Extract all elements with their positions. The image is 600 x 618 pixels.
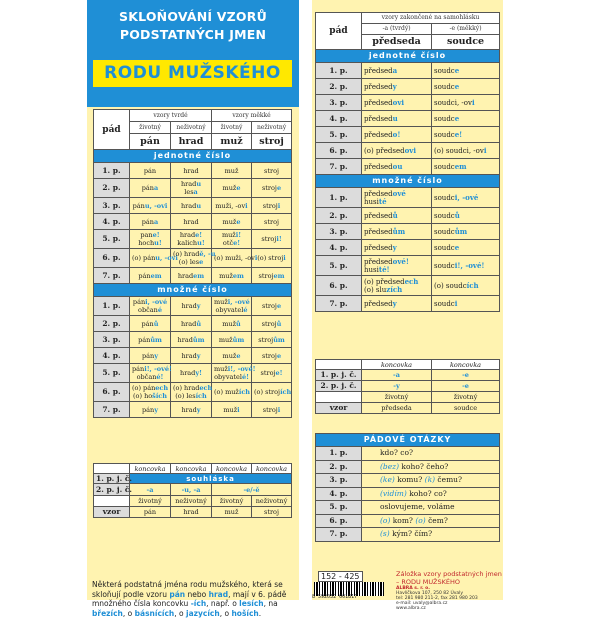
table-cell: předsedům xyxy=(362,224,432,240)
table-cell: hradům xyxy=(171,332,212,348)
endings-vzor-label: vzor xyxy=(94,507,130,518)
case-label: 7. p. xyxy=(316,528,362,542)
title-line1: SKLOŇOVÁNÍ VZORŮ xyxy=(119,9,267,24)
r-endings-r1-a: -a xyxy=(362,370,432,381)
r-endings-r2-a: -y xyxy=(362,381,432,392)
table-row xyxy=(316,127,500,143)
table-row xyxy=(94,364,292,383)
left-plural-header: množné číslo xyxy=(94,284,292,297)
case-label: 6. p. xyxy=(94,383,130,402)
question-row xyxy=(316,514,500,528)
case-label: 2. p. xyxy=(94,316,130,332)
case-label: 3. p. xyxy=(316,95,362,111)
right-pattern-2: soudce xyxy=(432,35,500,50)
question-text: (vidím) koho? co? xyxy=(362,487,500,501)
endings-r2-label: 2. p. j. č. xyxy=(94,484,130,496)
table-cell: páni, -ové občané xyxy=(130,297,171,316)
table-cell: hrady xyxy=(171,348,212,364)
table-cell: soudce xyxy=(432,111,500,127)
endings-r2-hrad: -u, -a xyxy=(171,484,212,496)
endings-anim-corner xyxy=(94,496,130,507)
case-label: 4. p. xyxy=(316,487,362,501)
r-endings-vzor-1: předseda xyxy=(362,403,432,414)
table-cell: (o) pánech (o) hoších xyxy=(130,383,171,402)
table-cell: muži, -ové obyvatelé xyxy=(212,297,252,316)
table-cell: předsedové! husité! xyxy=(362,256,432,276)
table-row xyxy=(94,383,292,402)
case-label: 5. p. xyxy=(94,230,130,249)
table-cell: pána xyxy=(130,179,171,198)
table-cell: soudce xyxy=(432,79,500,95)
table-cell: soudce! xyxy=(432,127,500,143)
table-row xyxy=(94,230,292,249)
left-pattern-2: hrad xyxy=(171,134,212,150)
case-label: 6. p. xyxy=(316,276,362,296)
table-cell: pány xyxy=(130,348,171,364)
table-cell: (o) strojích xyxy=(252,383,292,402)
right-plural-header: množné číslo xyxy=(316,175,500,188)
table-cell: hrady xyxy=(171,297,212,316)
table-cell: pánů xyxy=(130,316,171,332)
r-endings-vzor-2: soudce xyxy=(432,403,500,414)
table-cell: strojem xyxy=(252,268,292,284)
case-label: 4. p. xyxy=(94,214,130,230)
question-row xyxy=(316,447,500,461)
table-cell: soudci xyxy=(432,296,500,312)
case-label: 1. p. xyxy=(316,63,362,79)
table-cell: pánu, -ovi xyxy=(130,198,171,214)
right-endings-table xyxy=(315,359,500,414)
table-cell: strojům xyxy=(252,332,292,348)
case-label: 1. p. xyxy=(316,188,362,208)
case-label: 7. p. xyxy=(94,268,130,284)
case-label: 2. p. xyxy=(316,208,362,224)
note-text: Některá podstatná jména rodu mužského, která se skloňují podle vzoru pán nebo hrad, mají v 6. pádě množného čísla koncovku -ích, např. o lesích, na březích, o básnících, o jazycích, o hoších. xyxy=(92,580,287,618)
case-label: 6. p. xyxy=(316,143,362,159)
table-row xyxy=(94,198,292,214)
left-group-hard: vzory tvrdé xyxy=(130,110,212,122)
table-cell: (o) hradech (o) lesích xyxy=(171,383,212,402)
table-cell: pane! hochu! xyxy=(130,230,171,249)
left-pattern-3: muž xyxy=(212,134,252,150)
case-label: 3. p. xyxy=(94,198,130,214)
case-label: 2. p. xyxy=(316,460,362,474)
table-row xyxy=(316,95,500,111)
table-cell: hradů xyxy=(171,316,212,332)
case-label: 1. p. xyxy=(94,163,130,179)
table-cell: pán xyxy=(130,163,171,179)
table-cell: stroji! xyxy=(252,230,292,249)
left-anim-4: neživotný xyxy=(252,122,292,134)
table-cell: pánům xyxy=(130,332,171,348)
table-row xyxy=(94,268,292,284)
table-cell: hrade! kalichu! xyxy=(171,230,212,249)
endings-anim-2: neživotný xyxy=(171,496,212,507)
r-endings-r2-e: -e xyxy=(432,381,500,392)
table-row xyxy=(316,111,500,127)
case-label: 6. p. xyxy=(316,514,362,528)
table-row xyxy=(316,208,500,224)
endings-koncovka-4: koncovka xyxy=(252,464,292,474)
table-cell: stroje xyxy=(252,348,292,364)
table-cell: soudců xyxy=(432,208,500,224)
title-highlight: RODU MUŽSKÉHO xyxy=(93,60,292,87)
product-name: Záložka vzory podstatných jmen – RODU MUŽSKÉHO xyxy=(396,570,502,586)
question-text: (o) kom? (o) čem? xyxy=(362,514,500,528)
barcode-number: 8 592032 001817 xyxy=(312,594,358,600)
table-row xyxy=(316,188,500,208)
case-label: 2. p. xyxy=(316,79,362,95)
table-cell: mužů xyxy=(212,316,252,332)
endings-vzor-hrad: hrad xyxy=(171,507,212,518)
table-cell: (o) předsedovi xyxy=(362,143,432,159)
table-cell: (o) pánu, -ovi xyxy=(130,249,171,268)
table-cell: předsedo! xyxy=(362,127,432,143)
table-cell: muže xyxy=(212,214,252,230)
question-text: (ke) komu? (k) čemu? xyxy=(362,474,500,488)
table-row xyxy=(94,179,292,198)
table-cell: stroje xyxy=(252,297,292,316)
title-line2: PODSTATNÝCH JMEN xyxy=(119,27,267,42)
left-grid xyxy=(93,109,292,418)
left-pattern-1: pán xyxy=(130,134,171,150)
table-cell: soudce xyxy=(432,63,500,79)
table-row xyxy=(316,224,500,240)
table-cell: soudci!, -ové! xyxy=(432,256,500,276)
left-pad-label: pád xyxy=(94,110,130,150)
table-cell: hrad xyxy=(171,163,212,179)
table-cell: strojů xyxy=(252,316,292,332)
table-cell: páni!, -ové! občané! xyxy=(130,364,171,383)
table-cell: hradem xyxy=(171,268,212,284)
table-cell: předsedou xyxy=(362,159,432,175)
case-label: 6. p. xyxy=(94,249,130,268)
table-row xyxy=(94,402,292,418)
table-row xyxy=(94,316,292,332)
table-cell: stroj xyxy=(252,163,292,179)
left-group-soft: vzory měkké xyxy=(212,110,292,122)
table-cell: soudcem xyxy=(432,159,500,175)
case-label: 5. p. xyxy=(94,364,130,383)
r-endings-corner xyxy=(316,360,362,370)
right-singular-header: jednotné číslo xyxy=(316,50,500,63)
table-cell: předseda xyxy=(362,63,432,79)
table-cell: (o) stroji xyxy=(252,249,292,268)
table-row xyxy=(94,249,292,268)
table-cell: stroje xyxy=(252,179,292,198)
r-endings-anim-corner xyxy=(316,392,362,403)
table-cell: muži!, -ové! obyvatelé! xyxy=(212,364,252,383)
left-endings-table xyxy=(93,463,292,518)
endings-vzor-muz: muž xyxy=(212,507,252,518)
case-label: 3. p. xyxy=(94,332,130,348)
table-cell: předsedy xyxy=(362,79,432,95)
table-cell: stroji xyxy=(252,198,292,214)
question-row xyxy=(316,460,500,474)
case-label: 7. p. xyxy=(316,296,362,312)
case-label: 7. p. xyxy=(94,402,130,418)
endings-anim-4: neživotný xyxy=(252,496,292,507)
table-cell: předsedy xyxy=(362,296,432,312)
question-row xyxy=(316,474,500,488)
table-cell: muže xyxy=(212,179,252,198)
table-row xyxy=(94,348,292,364)
table-row xyxy=(94,163,292,179)
r-endings-anim-1: životný xyxy=(362,392,432,403)
endings-vzor-stroj: stroj xyxy=(252,507,292,518)
r-endings-r1-label: 1. p. j. č. xyxy=(316,370,362,381)
r-endings-vzor-label: vzor xyxy=(316,403,362,414)
case-label: 4. p. xyxy=(316,111,362,127)
title-banner xyxy=(87,0,299,107)
endings-corner xyxy=(94,464,130,474)
endings-koncovka-3: koncovka xyxy=(212,464,252,474)
table-row xyxy=(94,332,292,348)
right-sub-2: -e (měkký) xyxy=(432,24,500,35)
question-text: (bez) koho? čeho? xyxy=(362,460,500,474)
table-cell: předsedů xyxy=(362,208,432,224)
right-sub-1: -a (tvrdý) xyxy=(362,24,432,35)
case-label: 4. p. xyxy=(94,348,130,364)
left-anim-1: životný xyxy=(130,122,171,134)
endings-r2-soft: -e/-ě xyxy=(212,484,292,496)
table-cell: (o) předsedech (o) sluzích xyxy=(362,276,432,296)
questions-title: PÁDOVÉ OTÁZKY xyxy=(316,434,500,447)
table-cell: hrady! xyxy=(171,364,212,383)
endings-vzor-pan: pán xyxy=(130,507,171,518)
table-cell: hradu lesa xyxy=(171,179,212,198)
r-endings-koncovka-1: koncovka xyxy=(362,360,432,370)
table-cell: muž xyxy=(212,163,252,179)
endings-koncovka-2: koncovka xyxy=(171,464,212,474)
table-cell: předsedy xyxy=(362,240,432,256)
table-cell: (o) soudcích xyxy=(432,276,500,296)
table-row xyxy=(94,297,292,316)
case-label: 2. p. xyxy=(94,179,130,198)
left-singular-header: jednotné číslo xyxy=(94,150,292,163)
questions-table xyxy=(315,433,500,542)
table-cell: (o) mužích xyxy=(212,383,252,402)
case-label: 1. p. xyxy=(94,297,130,316)
table-row xyxy=(316,159,500,175)
product-code: 152 - 425 xyxy=(318,571,363,582)
endings-r2-pan: -a xyxy=(130,484,171,496)
right-head: vzory zakončené na samohlásku xyxy=(362,13,500,24)
question-text: oslovujeme, voláme xyxy=(362,501,500,515)
endings-anim-1: životný xyxy=(130,496,171,507)
table-cell: předsedovi xyxy=(362,95,432,111)
right-pad-label: pád xyxy=(316,13,362,50)
case-label: 5. p. xyxy=(316,501,362,515)
table-cell: (o) soudci, -ovi xyxy=(432,143,500,159)
table-cell: stroj xyxy=(252,214,292,230)
question-text: (s) kým? čím? xyxy=(362,528,500,542)
table-cell: muži, -ovi xyxy=(212,198,252,214)
table-cell: soudcům xyxy=(432,224,500,240)
table-row xyxy=(94,214,292,230)
table-cell: soudci, -ovi xyxy=(432,95,500,111)
table-cell: muže xyxy=(212,348,252,364)
right-pattern-1: předseda xyxy=(362,35,432,50)
table-cell: (o) muži, -ovi xyxy=(212,249,252,268)
case-label: 3. p. xyxy=(316,474,362,488)
endings-koncovka-1: koncovka xyxy=(130,464,171,474)
case-label: 4. p. xyxy=(316,240,362,256)
table-cell: soudci, -ové xyxy=(432,188,500,208)
r-endings-r1-e: -e xyxy=(432,370,500,381)
question-row xyxy=(316,487,500,501)
r-endings-koncovka-2: koncovka xyxy=(432,360,500,370)
table-cell: hrady xyxy=(171,402,212,418)
table-row xyxy=(316,240,500,256)
left-anim-2: neživotný xyxy=(171,122,212,134)
case-label: 7. p. xyxy=(316,159,362,175)
table-row xyxy=(316,276,500,296)
left-pattern-4: stroj xyxy=(252,134,292,150)
table-cell: pána xyxy=(130,214,171,230)
table-cell: hrad xyxy=(171,214,212,230)
table-cell: (o) hradě, -u (o) lese xyxy=(171,249,212,268)
table-cell: stroje! xyxy=(252,364,292,383)
question-text: kdo? co? xyxy=(362,447,500,461)
table-cell: pány xyxy=(130,402,171,418)
r-endings-anim-2: životný xyxy=(432,392,500,403)
table-row xyxy=(316,63,500,79)
table-row xyxy=(316,143,500,159)
table-cell: pánem xyxy=(130,268,171,284)
table-row xyxy=(316,256,500,276)
case-label: 3. p. xyxy=(316,224,362,240)
case-label: 5. p. xyxy=(316,127,362,143)
table-cell: mužům xyxy=(212,332,252,348)
table-cell: předsedu xyxy=(362,111,432,127)
r-endings-r2-label: 2. p. j. č. xyxy=(316,381,362,392)
endings-anim-3: životný xyxy=(212,496,252,507)
table-cell: muži xyxy=(212,402,252,418)
question-row xyxy=(316,501,500,515)
table-row xyxy=(316,79,500,95)
table-cell: hradu xyxy=(171,198,212,214)
table-cell: stroji xyxy=(252,402,292,418)
endings-souhlaska: souhláska xyxy=(130,474,292,484)
table-cell: předsedové husité xyxy=(362,188,432,208)
table-cell: soudce xyxy=(432,240,500,256)
table-row xyxy=(316,296,500,312)
publisher-info: ALBRA s. r. o. Havlíčkova 107, 250 82 Úvaly tel: 281 980 211-2, fax 281 980 203 e-mail: uvaly@albra.cz www.albra.cz xyxy=(396,586,478,611)
table-cell: mužem xyxy=(212,268,252,284)
left-anim-3: životný xyxy=(212,122,252,134)
case-label: 1. p. xyxy=(316,447,362,461)
right-grid xyxy=(315,12,500,312)
table-cell: muži! otče! xyxy=(212,230,252,249)
case-label: 5. p. xyxy=(316,256,362,276)
question-row xyxy=(316,528,500,542)
endings-r1-label: 1. p. j. č. xyxy=(94,474,130,484)
